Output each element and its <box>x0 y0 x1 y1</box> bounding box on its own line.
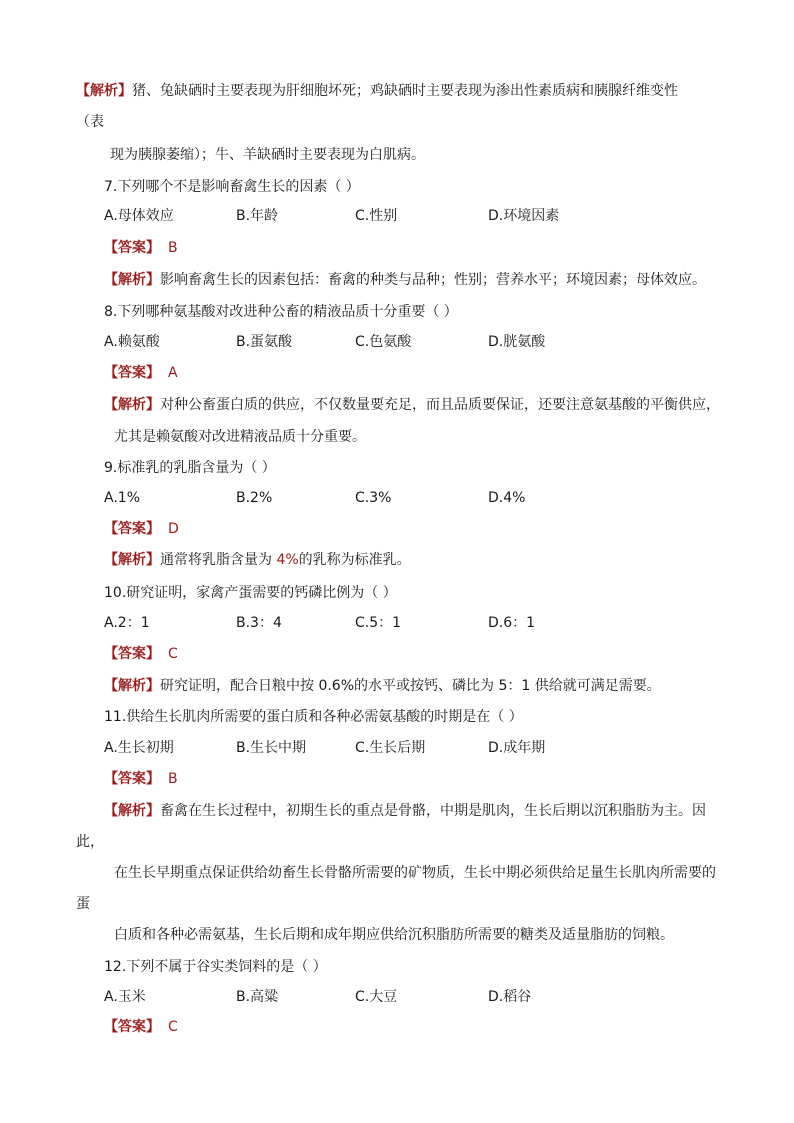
analysis-label: 【解析】 <box>104 678 160 694</box>
analysis-label: 【解析】 <box>104 272 160 288</box>
analysis-continuation-line <box>110 145 425 165</box>
answer-value: B <box>168 771 178 787</box>
question-9 <box>104 458 276 478</box>
analysis-wrap-line <box>76 832 104 852</box>
answer-label: 【答案】 <box>104 521 160 537</box>
answer-line <box>104 769 178 789</box>
answer-value: D <box>168 521 179 537</box>
analysis-line <box>76 81 678 101</box>
option-d: D.成年期 <box>488 740 546 756</box>
answer-line <box>104 644 178 664</box>
answer-label: 【答案】 <box>104 365 160 381</box>
option-b: B.高粱 <box>236 989 279 1005</box>
question-11 <box>104 707 523 727</box>
answer-line <box>104 1017 178 1037</box>
option-a: A.赖氨酸 <box>104 334 160 350</box>
option-c: C.3% <box>355 490 392 506</box>
analysis-continuation-line <box>114 925 674 945</box>
analysis-label: 【解析】 <box>104 803 160 819</box>
analysis-line <box>104 395 720 415</box>
analysis-text: 蛋 <box>76 896 90 912</box>
analysis-text: 白质和各种必需氨基，生长后期和成年期应供给沉积脂肪所需要的糖类及适量脂肪的饲粮。 <box>114 927 674 943</box>
analysis-text: 影响畜禽生长的因素包括：畜禽的种类与品种；性别；营养水平；环境因素；母体效应。 <box>160 272 706 288</box>
option-a: A.1% <box>104 490 140 506</box>
analysis-highlight: 4% <box>276 552 299 568</box>
option-a: A.生长初期 <box>104 740 174 756</box>
answer-value: A <box>168 365 178 381</box>
analysis-label: 【解析】 <box>104 552 160 568</box>
option-b: B.2% <box>236 490 273 506</box>
question-text: 8.下列哪种氨基酸对改进种公畜的精液品质十分重要（ ） <box>104 304 458 320</box>
answer-label: 【答案】 <box>104 240 160 256</box>
option-a: A.玉米 <box>104 989 146 1005</box>
answer-value: C <box>168 1019 178 1035</box>
question-8 <box>104 302 458 322</box>
question-text: 7.下列哪个不是影响畜禽生长的因素（ ） <box>104 179 360 195</box>
option-b: B.蛋氨酸 <box>236 334 293 350</box>
answer-line <box>104 238 178 258</box>
option-d: D.胱氨酸 <box>488 334 546 350</box>
analysis-text: 研究证明，配合日粮中按 0.6%的水平或按钙、磷比为 5：1 供给就可满足需要。 <box>160 678 661 694</box>
analysis-line <box>104 676 661 696</box>
option-b: B.年龄 <box>236 208 279 224</box>
analysis-text: 的乳称为标准乳。 <box>298 552 411 568</box>
question-7 <box>104 177 360 197</box>
answer-line <box>104 363 178 383</box>
question-12 <box>104 957 327 977</box>
answer-label: 【答案】 <box>104 646 160 662</box>
analysis-text: 现为胰腺萎缩）；牛、羊缺硒时主要表现为白肌病。 <box>110 147 425 163</box>
option-a: A.母体效应 <box>104 208 174 224</box>
analysis-wrap-line <box>76 112 104 132</box>
analysis-text: 此， <box>76 834 104 850</box>
answer-label: 【答案】 <box>104 771 160 787</box>
option-c: C.大豆 <box>355 989 398 1005</box>
answer-value: B <box>168 240 178 256</box>
option-b: B.3：4 <box>236 615 282 631</box>
analysis-label: 【解析】 <box>104 397 160 413</box>
answer-label: 【答案】 <box>104 1019 160 1035</box>
analysis-text: 在生长早期重点保证供给幼畜生长骨骼所需要的矿物质，生长中期必须供给足量生长肌肉所需要的 <box>114 865 716 881</box>
option-c: C.色氨酸 <box>355 334 412 350</box>
analysis-continuation-line <box>114 863 716 883</box>
analysis-line <box>104 801 706 821</box>
option-c: C.生长后期 <box>355 740 426 756</box>
analysis-wrap-line <box>76 894 90 914</box>
option-d: D.稻谷 <box>488 989 532 1005</box>
analysis-text: 猪、兔缺硒时主要表现为肝细胞坏死；鸡缺硒时主要表现为渗出性素质病和胰腺纤维变性 <box>132 83 678 99</box>
analysis-text: 畜禽在生长过程中，初期生长的重点是骨骼，中期是肌肉，生长后期以沉积脂肪为主。因 <box>160 803 706 819</box>
option-b: B.生长中期 <box>236 740 307 756</box>
question-text: 10.研究证明，家禽产蛋需要的钙磷比例为（ ） <box>104 585 397 601</box>
analysis-text: 尤其是赖氨酸对改进精液品质十分重要。 <box>114 429 366 445</box>
option-d: D.4% <box>488 490 526 506</box>
analysis-text: 对种公畜蛋白质的供应，不仅数量要充足，而且品质要保证，还要注意氨基酸的平衡供应， <box>160 397 720 413</box>
analysis-line <box>104 550 411 570</box>
question-text: 12.下列不属于谷实类饲料的是（ ） <box>104 959 327 975</box>
answer-value: C <box>168 646 178 662</box>
option-c: C.5：1 <box>355 615 402 631</box>
analysis-text: （表 <box>76 114 104 130</box>
analysis-text: 通常将乳脂含量为 <box>160 552 277 568</box>
option-d: D.环境因素 <box>488 208 560 224</box>
analysis-continuation-line <box>114 427 366 447</box>
option-d: D.6：1 <box>488 615 536 631</box>
analysis-line <box>104 270 706 290</box>
option-a: A.2：1 <box>104 615 150 631</box>
question-10 <box>104 583 397 603</box>
answer-line <box>104 519 179 539</box>
question-text: 9.标准乳的乳脂含量为（ ） <box>104 460 276 476</box>
question-text: 11.供给生长肌肉所需要的蛋白质和各种必需氨基酸的时期是在（ ） <box>104 709 523 725</box>
option-c: C.性别 <box>355 208 398 224</box>
analysis-label: 【解析】 <box>76 83 132 99</box>
